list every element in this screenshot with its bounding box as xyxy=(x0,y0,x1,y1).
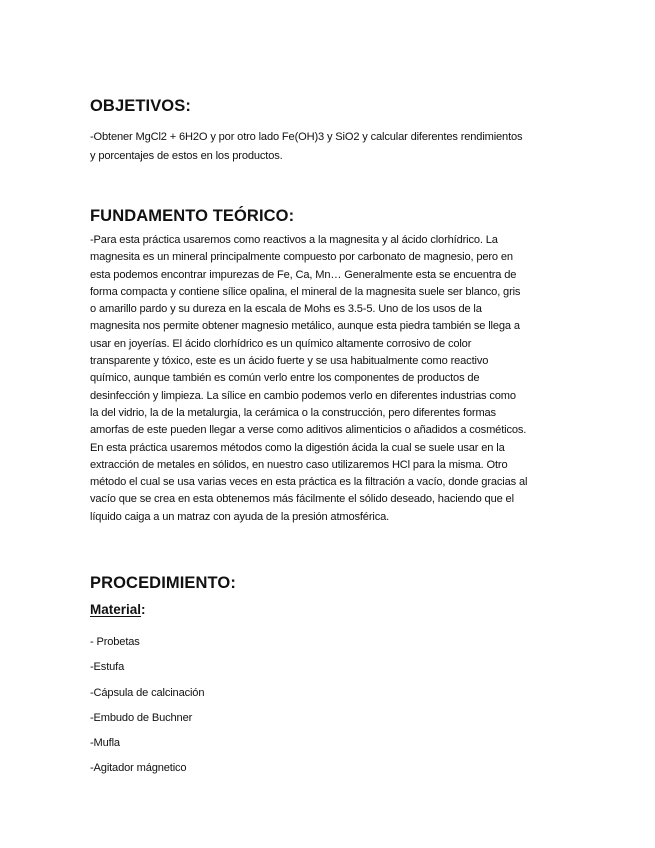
fundamento-line: la del vidrio, la de la metalurgia, la cerámica o la construcción, pero diferentes formas xyxy=(90,406,496,419)
list-item: -Embudo de Buchner xyxy=(90,711,193,724)
list-item: -Estufa xyxy=(90,661,125,674)
fundamento-line: desinfección y limpieza. La sílice en cambio podemos verlo en diferentes industrias como xyxy=(90,389,516,402)
fundamento-line: líquido caiga a un matraz con ayuda de la presión atmosférica. xyxy=(90,510,390,523)
fundamento-line: amorfas de este pueden llegar a verse como aditivos alimenticios o añadidos a cosméticos. xyxy=(90,424,527,437)
material-list xyxy=(90,633,204,785)
fundamento-line: o amarillo pardo y su dureza en la escala de Mohs es 3.5-5. Uno de los usos de la xyxy=(90,303,482,316)
objetivos-line-1: -Obtener MgCl2 + 6H2O y por otro lado Fe(OH)3 y SiO2 y calcular diferentes rendimientos xyxy=(90,131,523,143)
objetivos-line-2: y porcentajes de estos en los productos. xyxy=(90,150,283,162)
list-item: -Mufla xyxy=(90,737,120,750)
procedimiento-heading: PROCEDIMIENTO: xyxy=(90,574,236,592)
fundamento-line: usar en joyerías. El ácido clorhídrico es un químico altamente corrosivo de color xyxy=(90,337,472,350)
fundamento-line: químico, aunque también es común verlo entre los componentes de productos de xyxy=(90,372,480,385)
fundamento-line: -Para esta práctica usaremos como reactivos a la magnesita y al ácido clorhídrico. La xyxy=(90,234,498,246)
list-item: - Probetas xyxy=(90,636,140,648)
objetivos-heading: OBJETIVOS: xyxy=(90,97,191,115)
fundamento-line: transparente y tóxico, este es un ácido fuerte y se usa habitualmente como reactivo xyxy=(90,355,489,368)
fundamento-line: magnesita nos permite obtener magnesio metálico, aunque esta piedra también se llega a xyxy=(90,320,520,333)
list-item: -Agitador mágnetico xyxy=(90,762,187,775)
fundamento-line: extracción de metales en sólidos, en nuestro caso utilizaremos HCl para la misma. Otro xyxy=(90,458,508,471)
fundamento-line: magnesita es un mineral principalmente compuesto por carbonato de magnesio, pero en xyxy=(90,251,513,264)
fundamento-paragraph xyxy=(90,232,570,526)
fundamento-line: En esta práctica usaremos métodos como la digestión ácida la cual se suele usar en la xyxy=(90,441,505,454)
fundamento-line: forma compacta y contiene sílice opalina, el mineral de la magnesita suele ser blanco, gris xyxy=(90,285,521,298)
material-label: Material xyxy=(90,602,142,617)
fundamento-line: método el cual se usa varias veces en esta práctica es la filtración a vacío, donde gracias al xyxy=(90,476,528,489)
list-item: -Cápsula de calcinación xyxy=(90,686,205,699)
material-subheading xyxy=(90,602,146,617)
fundamento-heading: FUNDAMENTO TEÓRICO: xyxy=(90,207,295,225)
fundamento-line: vacío que se crea en esta obtenemos más fácilmente el sólido deseado, haciendo que el xyxy=(90,493,514,506)
material-colon: : xyxy=(141,602,146,617)
fundamento-line: esta podemos encontrar impurezas de Fe, Ca, Mn… Generalmente esta se encuentra de xyxy=(90,268,517,281)
